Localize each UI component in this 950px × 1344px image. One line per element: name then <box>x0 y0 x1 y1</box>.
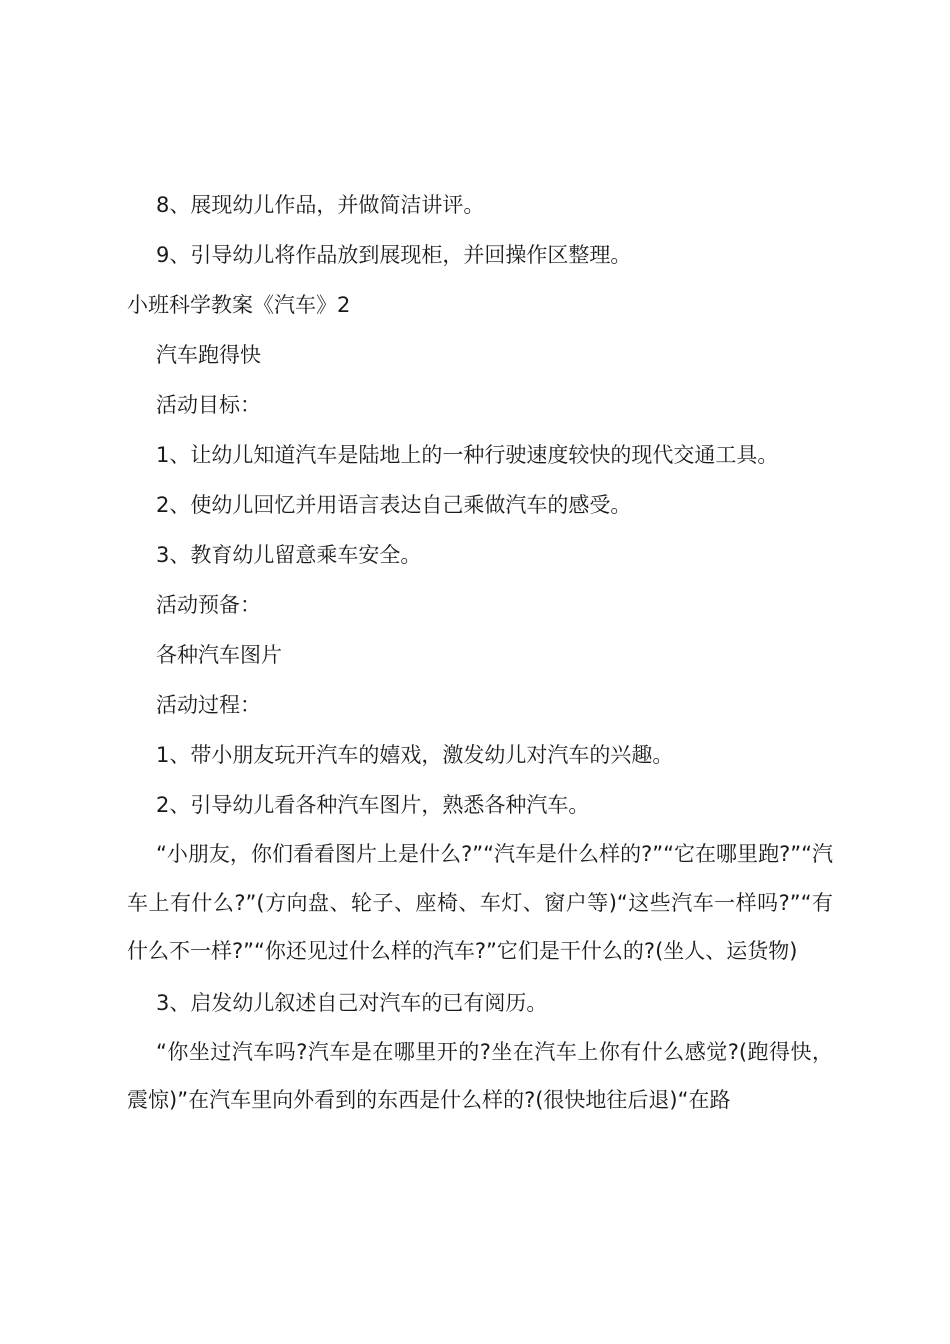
text-line: 9、引导幼儿将作品放到展现柜，并回操作区整理。 <box>156 243 632 267</box>
text-line: 1、让幼儿知道汽车是陆地上的一种行驶速度较快的现代交通工具。 <box>156 443 779 467</box>
text-line: 2、引导幼儿看各种汽车图片，熟悉各种汽车。 <box>156 793 590 817</box>
paragraph: “小朋友，你们看看图片上是什么?”“汽车是什么样的?”“它在哪里跑?”“汽车上有什么?”(方向盘、轮子、座椅、车灯、窗户等)“这些汽车一样吗?”“有什么不一样?”“你还见过什么样的汽车?”它们是干什么的?(坐人、运货物) <box>127 842 833 963</box>
document-body <box>127 180 833 1127</box>
paragraph: “你坐过汽车吗?汽车是在哪里开的?坐在汽车上你有什么感觉?(跑得快，震惊)”在汽车里向外看到的东西是什么样的?(很快地往后退)“在路 <box>127 1039 833 1112</box>
text-line: 3、教育幼儿留意乘车安全。 <box>156 543 422 567</box>
text-line: 各种汽车图片 <box>156 643 282 667</box>
text-line: 2、使幼儿回忆并用语言表达自己乘做汽车的感受。 <box>156 493 632 517</box>
subtitle: 汽车跑得快 <box>156 343 261 367</box>
subheading-process: 活动过程： <box>156 693 261 717</box>
text-line: 1、带小朋友玩开汽车的嬉戏，激发幼儿对汽车的兴趣。 <box>156 743 674 767</box>
subheading-preparation: 活动预备： <box>156 593 261 617</box>
text-line: 3、启发幼儿叙述自己对汽车的已有阅历。 <box>156 990 548 1015</box>
subheading-goals: 活动目标： <box>156 393 261 417</box>
section-title: 小班科学教案《汽车》2 <box>127 293 351 317</box>
text-line: 8、展现幼儿作品，并做简洁讲评。 <box>156 193 485 217</box>
